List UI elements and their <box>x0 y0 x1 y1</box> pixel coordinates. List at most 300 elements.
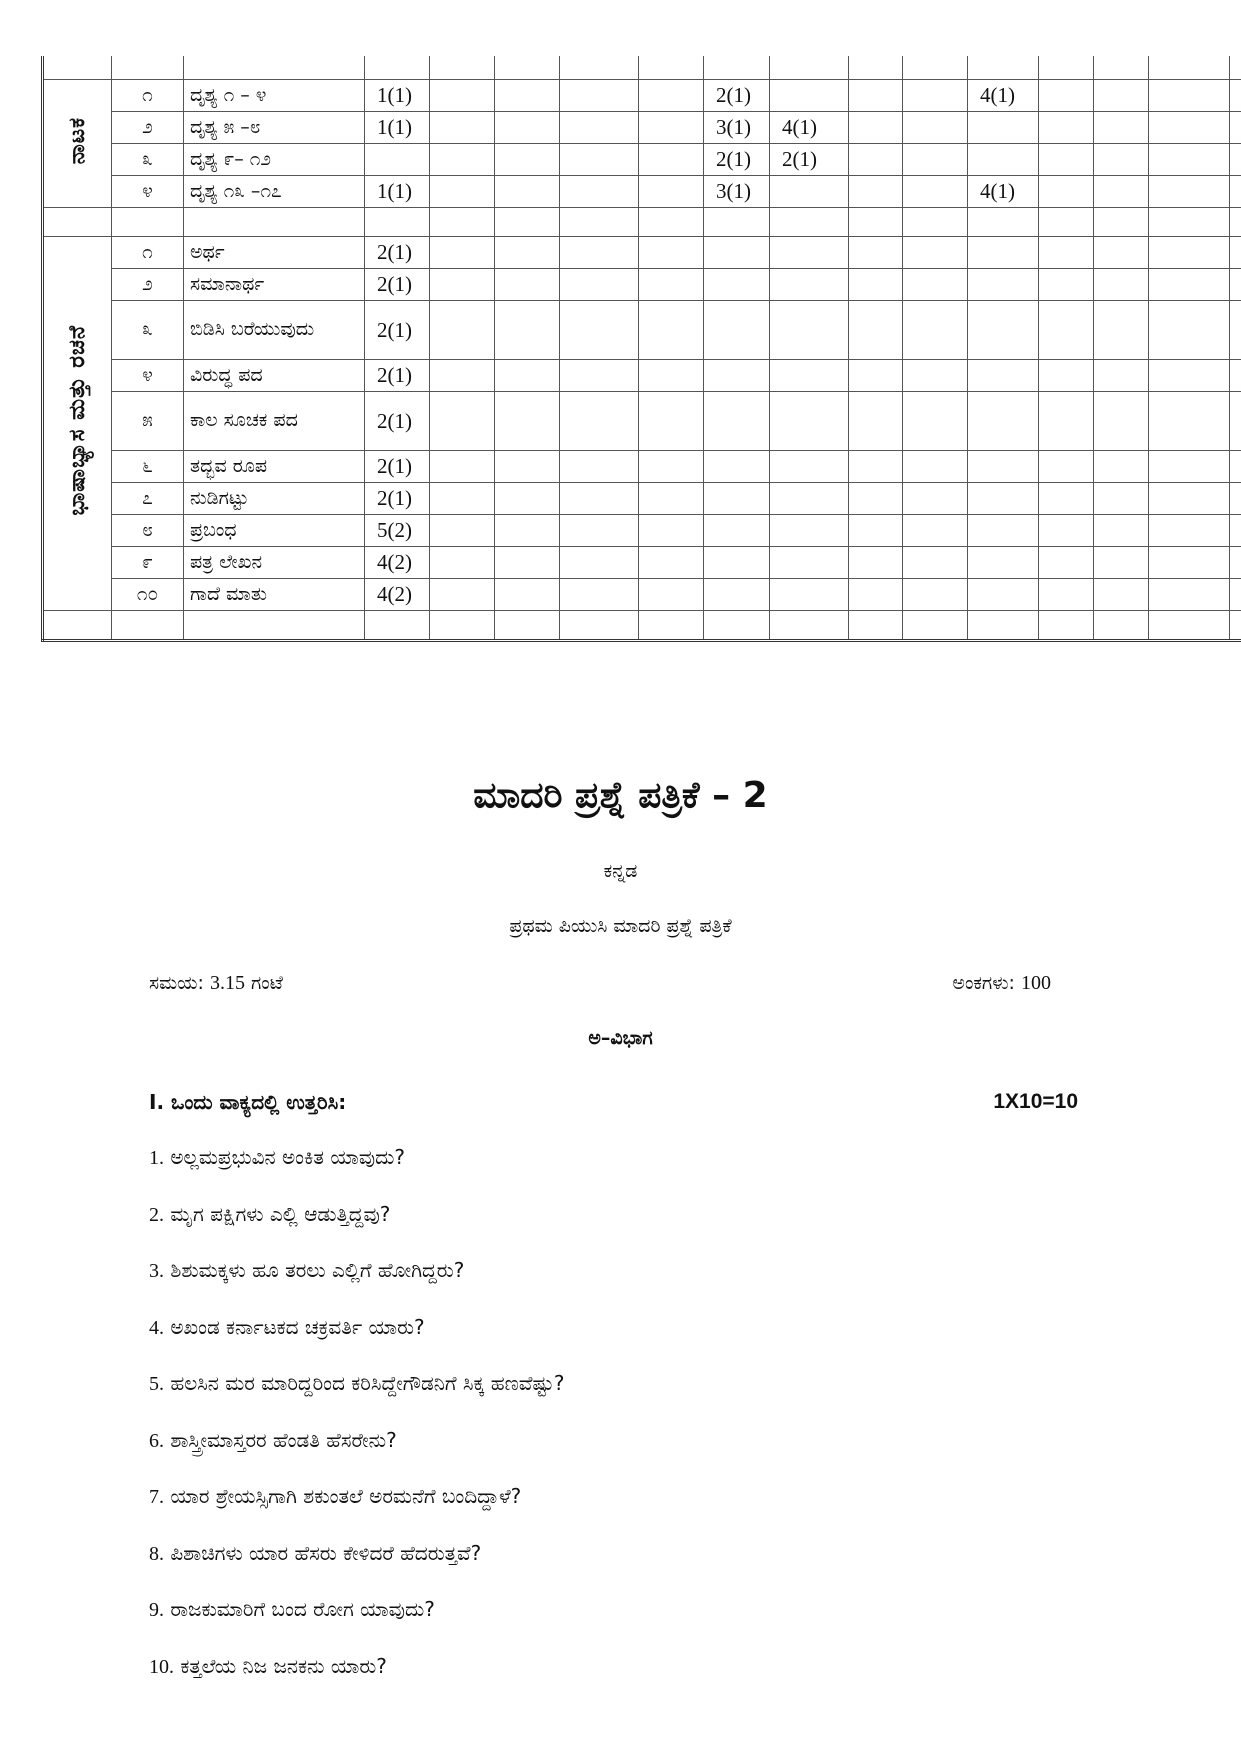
topic-name: ದೃಶ್ಯ ೫ –೮ <box>184 112 365 144</box>
table-cell <box>43 56 112 80</box>
mark-cell <box>1149 144 1230 176</box>
mark-cell <box>770 483 849 515</box>
mark-cell <box>968 515 1039 547</box>
table-row <box>43 237 1241 269</box>
table-cell <box>430 56 495 80</box>
mark-cell <box>495 515 560 547</box>
topic-name: ನುಡಿಗಟ್ಟು <box>184 483 365 515</box>
mark-cell <box>770 301 849 360</box>
mark-cell <box>1230 144 1241 176</box>
mark-cell <box>639 269 704 301</box>
mark-cell: 4(1) <box>770 112 849 144</box>
mark-cell <box>560 360 639 392</box>
mark-cell <box>639 112 704 144</box>
section-label: ಭಾಷಾಭ್ಯಾಸ ಮತ್ತು ರಚನೆ <box>64 325 90 516</box>
mark-cell <box>495 547 560 579</box>
mark-cell <box>430 269 495 301</box>
mark-cell <box>560 515 639 547</box>
row-number: ೮ <box>112 515 184 547</box>
mark-cell <box>1039 80 1094 112</box>
mark-cell <box>903 360 968 392</box>
question-item <box>149 1484 1099 1541</box>
mark-cell <box>495 80 560 112</box>
mark-cell: 1(1) <box>365 176 430 208</box>
mark-cell <box>704 483 770 515</box>
mark-cell <box>903 112 968 144</box>
table-cell <box>430 208 495 237</box>
mark-cell <box>1230 237 1241 269</box>
mark-cell <box>1039 176 1094 208</box>
mark-cell <box>704 269 770 301</box>
mark-cell <box>968 392 1039 451</box>
mark-cell: 2(1) <box>365 269 430 301</box>
mark-cell <box>968 112 1039 144</box>
table-cell <box>1230 208 1241 237</box>
topic-name: ದೃಶ್ಯ ೯– ೧೨ <box>184 144 365 176</box>
topic-name: ಪ್ರಬಂಧ <box>184 515 365 547</box>
mark-cell <box>560 144 639 176</box>
mark-cell <box>639 483 704 515</box>
topic-name: ಬಿಡಿಸಿ ಬರೆಯುವುದು <box>184 301 365 360</box>
table-cell <box>1149 208 1230 237</box>
row-number: ೩ <box>112 144 184 176</box>
time-unit: ಗಂಟೆ <box>251 972 283 994</box>
table-cell <box>770 611 849 641</box>
mark-cell: 2(1) <box>365 451 430 483</box>
mark-cell <box>968 301 1039 360</box>
topic-name: ದೃಶ್ಯ ೧ – ೪ <box>184 80 365 112</box>
table-cell <box>495 611 560 641</box>
section-label-cell <box>43 80 112 208</box>
mark-cell <box>968 579 1039 611</box>
mark-cell <box>560 269 639 301</box>
table-cell <box>903 611 968 641</box>
table-row <box>43 80 1241 112</box>
table-cell <box>560 208 639 237</box>
table-cell <box>770 56 849 80</box>
mark-cell: 4(1) <box>968 176 1039 208</box>
mark-cell <box>639 360 704 392</box>
mark-cell <box>704 301 770 360</box>
mark-cell <box>495 360 560 392</box>
row-number: ೬ <box>112 451 184 483</box>
part-one-marks: 1X10=10 <box>993 1090 1078 1113</box>
mark-cell <box>430 237 495 269</box>
mark-cell <box>1094 269 1149 301</box>
table-cell <box>43 208 112 237</box>
mark-cell <box>1230 451 1241 483</box>
question-number: 4. <box>149 1316 164 1339</box>
mark-cell <box>704 237 770 269</box>
table-cell <box>968 208 1039 237</box>
row-number: ೯ <box>112 547 184 579</box>
question-list <box>149 1145 1099 1710</box>
question-number: 5. <box>149 1373 164 1395</box>
table-row <box>43 392 1241 451</box>
row-number: ೩ <box>112 301 184 360</box>
mark-cell <box>560 483 639 515</box>
question-number: 1. <box>149 1147 164 1169</box>
mark-cell <box>365 144 430 176</box>
mark-cell <box>849 360 903 392</box>
question-number: 3. <box>149 1260 164 1282</box>
table-cell <box>365 56 430 80</box>
table-row-spacer <box>43 208 1241 237</box>
table-cell <box>43 611 112 641</box>
table-cell <box>903 208 968 237</box>
mark-cell <box>849 144 903 176</box>
mark-cell <box>704 451 770 483</box>
question-text: ಅಲ್ಲಮಪ್ರಭುವಿನ ಅಂಕಿತ ಯಾವುದು? <box>170 1145 406 1169</box>
table-cell <box>903 56 968 80</box>
table-cell <box>1230 611 1241 641</box>
mark-cell <box>1230 579 1241 611</box>
table-row <box>43 360 1241 392</box>
mark-cell <box>1094 579 1149 611</box>
mark-cell <box>903 269 968 301</box>
mark-cell <box>849 451 903 483</box>
mark-cell <box>903 579 968 611</box>
mark-cell <box>1230 80 1241 112</box>
mark-cell <box>639 176 704 208</box>
mark-cell <box>968 451 1039 483</box>
marks-info <box>952 972 1051 995</box>
question-text: ಯಾರ ಶ್ರೇಯಸ್ಸಿಗಾಗಿ ಶಕುಂತಲೆ ಅರಮನೆಗೆ ಬಂದಿದ್ದಾಳೆ? <box>170 1484 522 1508</box>
mark-cell <box>968 483 1039 515</box>
mark-cell <box>1230 269 1241 301</box>
table-row <box>43 144 1241 176</box>
mark-cell <box>1094 237 1149 269</box>
table-cell <box>1149 611 1230 641</box>
row-number: ೧ <box>112 237 184 269</box>
mark-cell <box>430 515 495 547</box>
mark-cell <box>849 515 903 547</box>
mark-cell <box>704 392 770 451</box>
mark-cell <box>1094 483 1149 515</box>
mark-cell <box>430 360 495 392</box>
table-row <box>43 483 1241 515</box>
mark-cell <box>1149 483 1230 515</box>
mark-cell <box>1039 483 1094 515</box>
mark-cell <box>639 392 704 451</box>
mark-cell <box>849 80 903 112</box>
question-number: 7. <box>149 1486 164 1508</box>
mark-cell: 4(1) <box>968 80 1039 112</box>
row-number: ೨ <box>112 112 184 144</box>
mark-cell <box>903 80 968 112</box>
mark-cell <box>968 237 1039 269</box>
mark-cell <box>1230 360 1241 392</box>
mark-cell <box>639 451 704 483</box>
table-cell <box>639 611 704 641</box>
mark-cell <box>1230 112 1241 144</box>
mark-cell <box>495 392 560 451</box>
question-number: 6. <box>149 1429 164 1452</box>
mark-cell <box>1094 392 1149 451</box>
table-cell <box>849 611 903 641</box>
mark-cell <box>770 392 849 451</box>
mark-cell <box>770 547 849 579</box>
mark-cell <box>560 451 639 483</box>
mark-cell <box>639 301 704 360</box>
mark-cell <box>968 547 1039 579</box>
paper-title: ಮಾದರಿ ಪ್ರಶ್ನೆ ಪತ್ರಿಕೆ – 2 <box>473 775 768 816</box>
mark-cell <box>770 451 849 483</box>
mark-cell <box>1094 144 1149 176</box>
table-cell <box>495 56 560 80</box>
mark-cell <box>1094 112 1149 144</box>
table-row <box>43 176 1241 208</box>
mark-cell: 2(1) <box>365 360 430 392</box>
topic-name: ತದ್ಭವ ರೂಪ <box>184 451 365 483</box>
subject-name: ಕನ್ನಡ <box>603 860 638 882</box>
mark-cell <box>903 483 968 515</box>
mark-cell <box>903 515 968 547</box>
mark-cell <box>849 483 903 515</box>
table-row <box>43 269 1241 301</box>
mark-cell <box>560 112 639 144</box>
mark-cell <box>1039 237 1094 269</box>
mark-cell <box>1094 451 1149 483</box>
table-cell <box>704 56 770 80</box>
mark-cell <box>1039 301 1094 360</box>
table-cell <box>560 611 639 641</box>
mark-cell <box>1094 547 1149 579</box>
mark-cell <box>903 237 968 269</box>
question-text: ಹಲಸಿನ ಮರ ಮಾರಿದ್ದರಿಂದ ಕರಿಸಿದ್ದೇಗೌಡನಿಗೆ ಸಿಕ್ಕ ಹಣವೆಷ್ಟು? <box>170 1371 565 1395</box>
mark-cell <box>1094 515 1149 547</box>
topic-name: ಅರ್ಥ <box>184 237 365 269</box>
mark-cell <box>903 144 968 176</box>
time-label: ಸಮಯ: <box>149 972 204 994</box>
question-item <box>149 1145 1099 1202</box>
mark-cell <box>495 579 560 611</box>
table-cell <box>639 208 704 237</box>
mark-cell: 5(2) <box>365 515 430 547</box>
mark-cell <box>903 547 968 579</box>
mark-cell <box>430 451 495 483</box>
mark-cell <box>1039 579 1094 611</box>
mark-cell: 4(2) <box>365 547 430 579</box>
mark-cell <box>560 579 639 611</box>
mark-cell: 2(1) <box>704 144 770 176</box>
blueprint-table <box>41 56 1241 642</box>
question-text: ಅಖಂಡ ಕರ್ನಾಟಕದ ಚಕ್ರವರ್ತಿ ಯಾರು? <box>170 1314 425 1339</box>
table-cell <box>770 208 849 237</box>
question-text: ರಾಜಕುಮಾರಿಗೆ ಬಂದ ರೋಗ ಯಾವುದು? <box>170 1597 435 1621</box>
mark-cell <box>495 301 560 360</box>
mark-cell <box>1094 80 1149 112</box>
mark-cell: 2(1) <box>365 392 430 451</box>
mark-cell <box>430 579 495 611</box>
question-item <box>149 1258 1099 1315</box>
mark-cell <box>430 176 495 208</box>
mark-cell <box>1149 80 1230 112</box>
mark-cell <box>1039 112 1094 144</box>
row-number: ೪ <box>112 176 184 208</box>
question-item <box>149 1428 1099 1485</box>
question-item <box>149 1202 1099 1259</box>
table-cell <box>365 208 430 237</box>
mark-cell <box>495 237 560 269</box>
mark-cell <box>430 547 495 579</box>
mark-cell <box>495 176 560 208</box>
mark-cell <box>1230 547 1241 579</box>
table-cell <box>1039 611 1094 641</box>
mark-cell: 3(1) <box>704 112 770 144</box>
mark-cell <box>704 579 770 611</box>
table-cell <box>560 56 639 80</box>
marks-label: ಅಂಕಗಳು: <box>952 972 1015 994</box>
mark-cell <box>639 547 704 579</box>
mark-cell: 1(1) <box>365 80 430 112</box>
row-number: ೪ <box>112 360 184 392</box>
table-row-top <box>43 56 1241 80</box>
mark-cell <box>1039 515 1094 547</box>
mark-cell: 4(2) <box>365 579 430 611</box>
mark-cell <box>639 80 704 112</box>
time-info <box>149 972 283 995</box>
table-cell <box>849 56 903 80</box>
mark-cell <box>495 112 560 144</box>
mark-cell <box>560 392 639 451</box>
row-number: ೨ <box>112 269 184 301</box>
mark-cell <box>1039 451 1094 483</box>
mark-cell <box>903 301 968 360</box>
mark-cell <box>560 301 639 360</box>
mark-cell <box>639 144 704 176</box>
mark-cell <box>770 237 849 269</box>
topic-name: ವಿರುದ್ಧ ಪದ <box>184 360 365 392</box>
table-cell <box>430 611 495 641</box>
table-cell <box>1230 56 1241 80</box>
mark-cell <box>770 360 849 392</box>
section-label-cell <box>43 237 112 611</box>
mark-cell <box>849 269 903 301</box>
row-number: ೧೦ <box>112 579 184 611</box>
mark-cell <box>849 237 903 269</box>
question-text: ಪಿಶಾಚಿಗಳು ಯಾರ ಹೆಸರು ಕೇಳಿದರೆ ಹೆದರುತ್ತವೆ? <box>170 1540 482 1565</box>
mark-cell <box>1230 392 1241 451</box>
mark-cell <box>770 579 849 611</box>
time-value: 3.15 <box>209 972 245 994</box>
mark-cell <box>1094 301 1149 360</box>
mark-cell <box>903 451 968 483</box>
mark-cell <box>1149 176 1230 208</box>
table-cell <box>112 208 184 237</box>
table-cell <box>184 56 365 80</box>
table-cell <box>639 56 704 80</box>
mark-cell <box>1149 392 1230 451</box>
table-row <box>43 547 1241 579</box>
topic-name: ದೃಶ್ಯ ೧೩ –೧೭ <box>184 176 365 208</box>
row-number: ೧ <box>112 80 184 112</box>
table-cell <box>704 208 770 237</box>
table-cell <box>1039 56 1094 80</box>
mark-cell <box>1230 515 1241 547</box>
mark-cell <box>770 176 849 208</box>
mark-cell <box>495 483 560 515</box>
table-cell <box>968 56 1039 80</box>
table-cell <box>704 611 770 641</box>
table-cell <box>1094 611 1149 641</box>
mark-cell <box>849 547 903 579</box>
mark-cell <box>1149 547 1230 579</box>
table-row <box>43 301 1241 360</box>
mark-cell <box>968 144 1039 176</box>
mark-cell <box>639 237 704 269</box>
question-item <box>149 1597 1099 1654</box>
mark-cell <box>849 301 903 360</box>
topic-name: ಸಮಾನಾರ್ಥ <box>184 269 365 301</box>
mark-cell <box>1149 451 1230 483</box>
table-cell <box>1039 208 1094 237</box>
mark-cell <box>1149 269 1230 301</box>
mark-cell <box>1039 360 1094 392</box>
question-item <box>149 1371 1099 1428</box>
mark-cell: 2(1) <box>704 80 770 112</box>
row-number: ೫ <box>112 392 184 451</box>
question-text: ಶಾಸ್ತ್ರೀಮಾಸ್ತರರ ಹೆಂಡತಿ ಹೆಸರೇನು? <box>170 1427 397 1452</box>
table-cell <box>1149 56 1230 80</box>
paper-name: ಪ್ರಥಮ ಪಿಯುಸಿ ಮಾದರಿ ಪ್ರಶ್ನೆ ಪತ್ರಿಕೆ <box>509 915 732 937</box>
mark-cell <box>770 269 849 301</box>
mark-cell <box>849 176 903 208</box>
mark-cell <box>560 547 639 579</box>
mark-cell <box>1149 579 1230 611</box>
mark-cell <box>430 483 495 515</box>
mark-cell <box>1149 301 1230 360</box>
mark-cell <box>495 144 560 176</box>
mark-cell <box>1149 237 1230 269</box>
topic-name: ಗಾದೆ ಮಾತು <box>184 579 365 611</box>
mark-cell <box>903 392 968 451</box>
mark-cell: 2(1) <box>770 144 849 176</box>
mark-cell: 1(1) <box>365 112 430 144</box>
mark-cell: 2(1) <box>365 483 430 515</box>
question-item <box>149 1654 1099 1711</box>
section-label: ನಾಟಕ <box>64 116 90 165</box>
topic-name: ಪತ್ರ ಲೇಖನ <box>184 547 365 579</box>
mark-cell <box>1094 176 1149 208</box>
table-row <box>43 515 1241 547</box>
mark-cell <box>430 80 495 112</box>
mark-cell <box>1039 269 1094 301</box>
question-number: 2. <box>149 1203 164 1226</box>
table-cell <box>365 611 430 641</box>
mark-cell: 2(1) <box>365 301 430 360</box>
topic-name: ಕಾಲ ಸೂಚಕ ಪದ <box>184 392 365 451</box>
question-text: ಮೃಗ ಪಕ್ಷಿಗಳು ಎಲ್ಲಿ ಆಡುತ್ತಿದ್ದವು? <box>170 1201 391 1226</box>
table-cell <box>112 56 184 80</box>
mark-cell <box>560 80 639 112</box>
mark-cell <box>1039 392 1094 451</box>
mark-cell <box>430 112 495 144</box>
mark-cell <box>639 515 704 547</box>
mark-cell <box>849 112 903 144</box>
table-cell <box>184 208 365 237</box>
mark-cell: 3(1) <box>704 176 770 208</box>
table-cell <box>968 611 1039 641</box>
table-row <box>43 451 1241 483</box>
mark-cell <box>968 360 1039 392</box>
mark-cell <box>430 301 495 360</box>
question-item <box>149 1541 1099 1598</box>
mark-cell <box>639 579 704 611</box>
mark-cell <box>495 451 560 483</box>
mark-cell <box>430 392 495 451</box>
mark-cell <box>1149 360 1230 392</box>
